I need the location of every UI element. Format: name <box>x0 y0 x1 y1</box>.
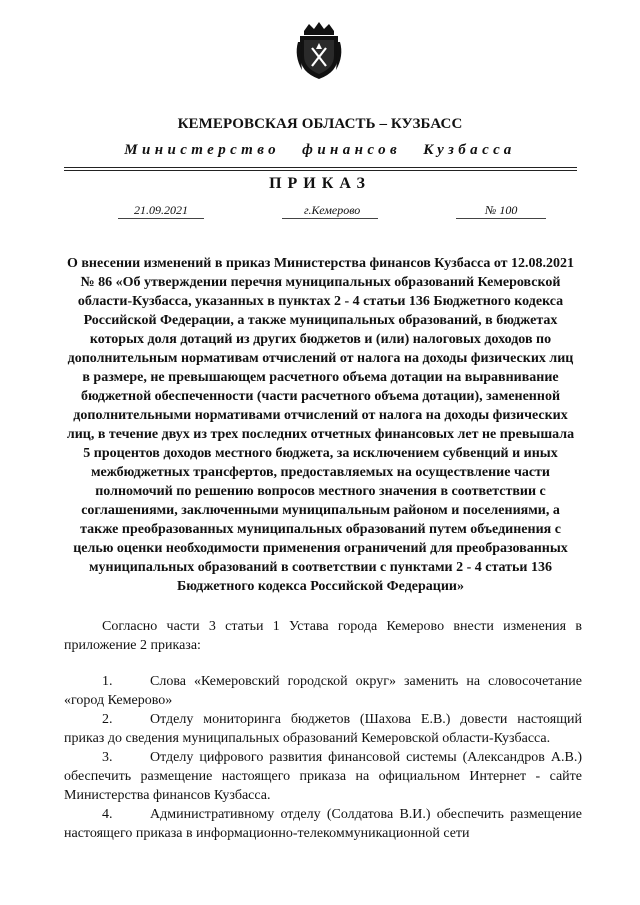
list-item <box>64 710 582 748</box>
list-item-text: Слова «Кемеровский городской округ» заменить на словосочетание «город Кемерово» <box>64 674 582 708</box>
body-intro: Согласно части 3 статьи 1 Устава города Кемерово внести изменения в приложение 2 приказа: <box>64 619 582 653</box>
header-divider-bottom <box>64 170 577 171</box>
list-item-text: Отделу цифрового развития финансовой системы (Александров А.В.) обеспечить размещение настоящего приказа на официальном Интернет - сайте Министерства финансов Кузбасса. <box>64 750 582 803</box>
order-city-underline <box>282 218 378 219</box>
list-item-number: 4. <box>102 807 113 822</box>
list-item <box>64 748 582 805</box>
list-item-text: Отделу мониторинга бюджетов (Шахова Е.В.) довести настоящий приказ до сведения муниципальных образований Кемеровской области-Кузбасса. <box>64 712 582 746</box>
ministry-name: Министерство финансов Кузбасса <box>124 142 516 158</box>
list-item-number: 1. <box>102 674 113 689</box>
list-item-number: 3. <box>102 750 113 765</box>
document-type-heading: ПРИКАЗ <box>269 175 371 192</box>
order-body <box>64 617 582 843</box>
order-number-underline <box>456 218 546 219</box>
list-item-number: 2. <box>102 712 113 727</box>
coat-of-arms-emblem <box>294 22 344 80</box>
list-item-text: Административному отделу (Солдатова В.И.) обеспечить размещение настоящего приказа в информационно-телекоммуникационной сети <box>64 807 582 841</box>
order-number: № 100 <box>485 203 518 217</box>
list-item <box>64 672 582 710</box>
order-city: г.Кемерово <box>304 203 361 217</box>
order-title: О внесении изменений в приказ Министерства финансов Кузбасса от 12.08.2021 № 86 «Об утверждении перечня муниципальных образований Кемеровской области-Кузбасса, указанных в пунктах 2 - 4 статьи 136 Бюджетного кодекса Российской Федерации, а также муниципальных образований, в бюджетах которых доля дотаций из других бюджетов и (или) налоговых доходов по дополнительным нормативам отчислений от налога на доходы физических лиц в размере, не превышающем расчетного объема дотации на выравнивание бюджетной обеспеченности (части расчетного объема дотации), замененной дополнительными нормативами отчислений от налога на доходы физических лиц, в течение двух из трех последних отчетных финансовых лет не превышала 5 процентов доходов местного бюджета, за исключением субвенций и иных межбюджетных трансфертов, предоставляемых на осуществление части полномочий по решению вопросов местного значения в соответствии с соглашениями, заключенными муниципальным районом и поселениями, а также преобразованных муниципальных образований путем объединения с целью оценки необходимости применения ограничений для преобразованных муниципальных образований в соответствии с пунктами 2 - 4 статьи 136 Бюджетного кодекса Российской Федерации» <box>66 256 575 594</box>
header-divider-top <box>64 167 577 168</box>
order-date: 21.09.2021 <box>134 203 188 217</box>
list-item <box>64 805 582 843</box>
region-heading: КЕМЕРОВСКАЯ ОБЛАСТЬ – КУЗБАСС <box>177 116 463 132</box>
order-date-underline <box>118 218 204 219</box>
